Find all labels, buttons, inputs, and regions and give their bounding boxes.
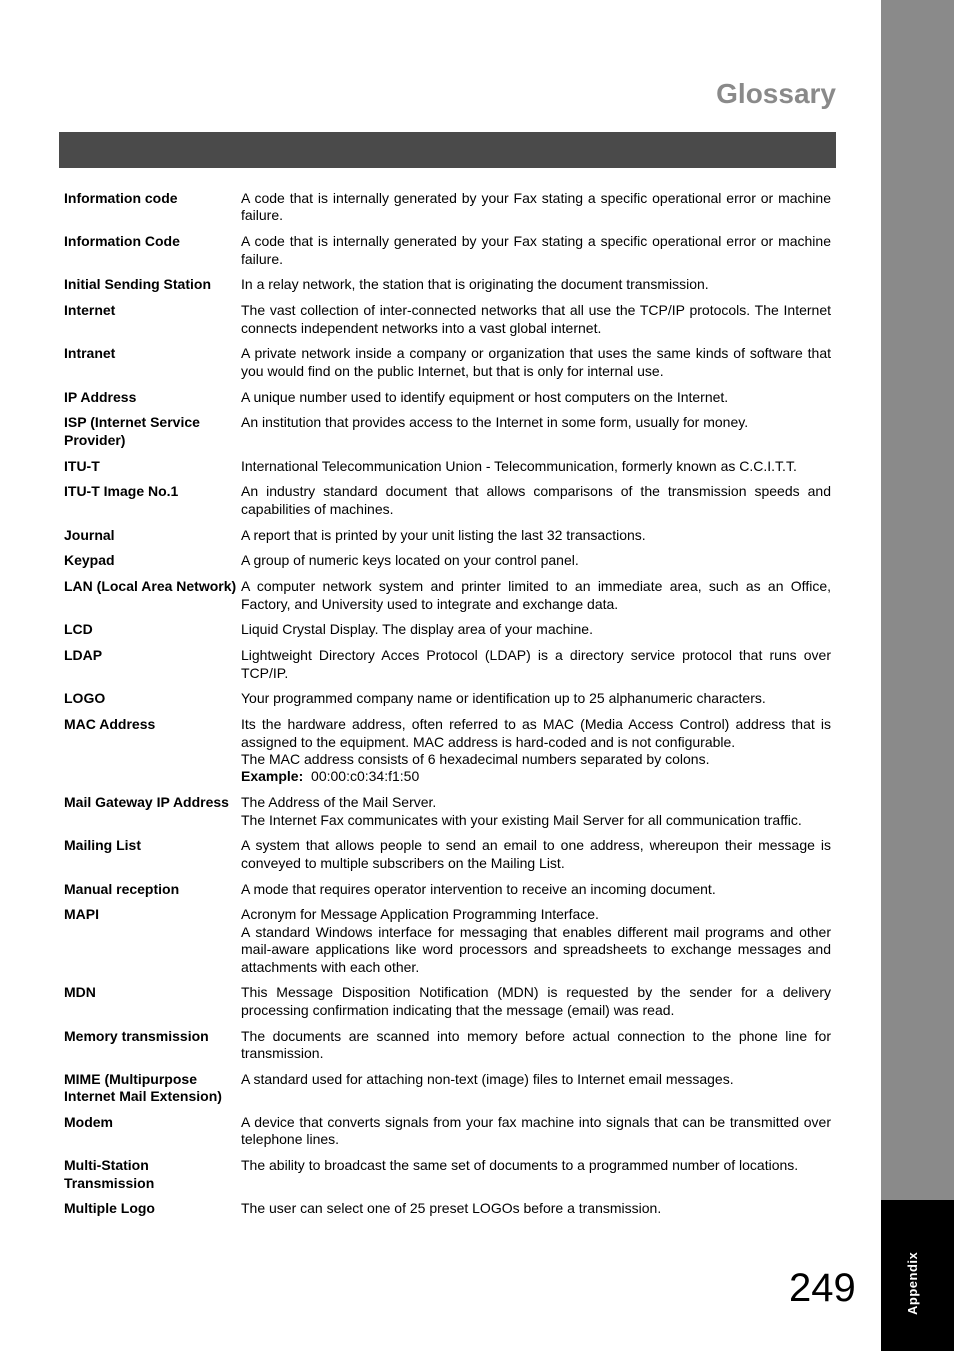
definition-line: Your programmed company name or identification up to 25 alphanumeric characters. xyxy=(241,690,766,707)
glossary-definition xyxy=(241,906,831,976)
glossary-term: MDN xyxy=(64,984,96,1001)
glossary-definition xyxy=(241,984,831,1019)
glossary-term: Modem xyxy=(64,1114,113,1131)
definition-line: The documents are scanned into memory before actual connection to the phone line for transmission. xyxy=(241,1027,831,1062)
glossary-entry xyxy=(64,276,831,293)
definition-line: The Address of the Mail Server. xyxy=(241,794,437,811)
glossary-definition xyxy=(241,302,831,337)
glossary-definition xyxy=(241,345,831,380)
glossary-definition xyxy=(241,1028,831,1063)
example-value: 00:00:c0:34:f1:50 xyxy=(311,768,420,785)
page-number: 249 xyxy=(789,1266,856,1310)
glossary-definition xyxy=(241,621,831,638)
definition-line: The vast collection of inter-connected networks that all use the TCP/IP protocols. The Internet connects independent networks into a vast global internet. xyxy=(241,302,831,336)
glossary-entry xyxy=(64,837,831,872)
glossary-term: LAN (Local Area Network) xyxy=(64,578,237,595)
glossary-definition xyxy=(241,647,831,682)
glossary-definition xyxy=(241,389,831,406)
glossary-definition xyxy=(241,1071,831,1106)
glossary-term: Mailing List xyxy=(64,837,141,854)
glossary-entry xyxy=(64,881,831,898)
definition-line: A system that allows people to send an email to one address, whereupon their message is conveyed to multiple subscribers on the Mailing List. xyxy=(241,837,831,871)
glossary-entry xyxy=(64,647,831,682)
definition-line: The user can select one of 25 preset LOGOs before a transmission. xyxy=(241,1200,662,1217)
glossary-entry xyxy=(64,527,831,544)
glossary-term: Keypad xyxy=(64,552,115,569)
glossary-entry xyxy=(64,458,831,475)
glossary-entry xyxy=(64,621,831,638)
header-bar xyxy=(59,132,836,168)
glossary-entry xyxy=(64,389,831,406)
section-tab-bar xyxy=(881,0,954,1200)
definition-line: A group of numeric keys located on your control panel. xyxy=(241,552,579,569)
glossary-term: ITU-T xyxy=(64,457,100,474)
glossary-definition xyxy=(241,1200,831,1217)
glossary-entry xyxy=(64,716,831,786)
glossary-definition xyxy=(241,881,831,898)
glossary-term: ISP (Internet Service Provider) xyxy=(64,414,200,448)
page-title: Glossary xyxy=(716,78,836,109)
glossary-term: Memory transmission xyxy=(64,1027,209,1044)
glossary-term: Manual reception xyxy=(64,880,180,897)
glossary-entry xyxy=(64,552,831,569)
definition-line: A standard used for attaching non-text (image) files to Internet email messages. xyxy=(241,1070,734,1087)
definition-line: Lightweight Directory Acces Protocol (LDAP) is a directory service protocol that runs over TCP/IP. xyxy=(241,647,831,681)
definition-line: A mode that requires operator intervention to receive an incoming document. xyxy=(241,880,716,897)
glossary-definition xyxy=(241,276,831,293)
glossary-definition xyxy=(241,716,831,786)
glossary-term: Internet xyxy=(64,302,116,319)
glossary-term: ITU-T Image No.1 xyxy=(64,483,179,500)
glossary-entry xyxy=(64,690,831,707)
definition-line: Acronym for Message Application Programming Interface. xyxy=(241,906,599,923)
glossary-entry xyxy=(64,190,831,225)
glossary-entry xyxy=(64,345,831,380)
definition-line: An institution that provides access to the Internet in some form, usually for money. xyxy=(241,414,749,431)
glossary-entry xyxy=(64,233,831,268)
glossary-definition xyxy=(241,483,831,518)
glossary-term: Initial Sending Station xyxy=(64,276,211,293)
glossary-entry xyxy=(64,414,831,449)
definition-line: A unique number used to identify equipment or host computers on the Internet. xyxy=(241,388,729,405)
definition-line: The Internet Fax communicates with your existing Mail Server for all communication traffic. xyxy=(241,811,802,828)
glossary-term: Intranet xyxy=(64,345,116,362)
glossary-term: Information Code xyxy=(64,233,180,250)
glossary-definition xyxy=(241,578,831,613)
glossary-term: Information code xyxy=(64,190,178,206)
glossary-term: MIME (Multipurpose Internet Mail Extension) xyxy=(64,1070,222,1105)
example-label: Example: xyxy=(241,768,304,785)
glossary-definition xyxy=(241,794,831,829)
glossary-entry xyxy=(64,302,831,337)
glossary-definition xyxy=(241,233,831,268)
glossary-definition xyxy=(241,414,831,449)
glossary-term: MAC Address xyxy=(64,716,156,733)
glossary-definition xyxy=(241,1157,831,1192)
glossary-entry xyxy=(64,1071,831,1106)
section-tab-label: Appendix xyxy=(905,1251,920,1315)
definition-line: The MAC address consists of 6 hexadecimal numbers separated by colons. xyxy=(241,751,710,768)
definition-line: A code that is internally generated by your Fax stating a specific operational error or machine failure. xyxy=(241,233,831,267)
glossary-definition xyxy=(241,552,831,569)
definition-line: In a relay network, the station that is originating the document transmission. xyxy=(241,276,709,293)
glossary-entry xyxy=(64,984,831,1019)
definition-line: The ability to broadcast the same set of documents to a programmed number of locations. xyxy=(241,1157,799,1174)
glossary-term: LCD xyxy=(64,621,93,638)
definition-line: An industry standard document that allows comparisons of the transmission speeds and capabilities of machines. xyxy=(241,483,831,517)
glossary-entry xyxy=(64,1114,831,1149)
glossary-entry xyxy=(64,578,831,613)
example-line xyxy=(241,768,831,785)
glossary-definition xyxy=(241,837,831,872)
glossary-entry xyxy=(64,483,831,518)
definition-line: A standard Windows interface for messaging that enables different mail programs and other mail-aware applications like word processors and spreadsheets to exchange messages and attachments with each other. xyxy=(241,923,831,975)
glossary-term: Mail Gateway IP Address xyxy=(64,794,229,811)
glossary-entry xyxy=(64,1028,831,1063)
glossary-term: Multi-Station Transmission xyxy=(64,1157,155,1191)
glossary-definition xyxy=(241,527,831,544)
glossary-term: IP Address xyxy=(64,388,137,405)
glossary-term: Journal xyxy=(64,526,115,543)
definition-line: A code that is internally generated by your Fax stating a specific operational error or machine failure. xyxy=(241,190,831,224)
glossary-definition xyxy=(241,1114,831,1149)
definition-line: A private network inside a company or organization that uses the same kinds of software that you would find on the public Internet, but that is only for internal use. xyxy=(241,345,831,379)
definition-line: International Telecommunication Union - Telecommunication, formerly known as C.C.I.T.T. xyxy=(241,457,797,474)
glossary-term: LOGO xyxy=(64,690,106,707)
glossary-definition xyxy=(241,690,831,707)
definition-line: Liquid Crystal Display. The display area of your machine. xyxy=(241,621,593,638)
definition-line: A report that is printed by your unit listing the last 32 transactions. xyxy=(241,526,646,543)
definition-line: This Message Disposition Notification (MDN) is requested by the sender for a delivery processing confirmation indicating that the message (email) was read. xyxy=(241,984,831,1018)
glossary-entry xyxy=(64,794,831,829)
definition-line: Its the hardware address, often referred to as MAC (Media Access Control) address that is assigned to the equipment. MAC address is hard-coded and is not configurable. xyxy=(241,716,831,750)
definition-line: A computer network system and printer limited to an immediate area, such as an Office, Factory, and University used to integrate and exchange data. xyxy=(241,578,831,612)
glossary-term: LDAP xyxy=(64,647,103,664)
glossary-entry xyxy=(64,1200,831,1217)
glossary-entry xyxy=(64,1157,831,1192)
glossary-entry xyxy=(64,906,831,976)
glossary-list xyxy=(64,190,831,1226)
glossary-definition xyxy=(241,190,831,225)
glossary-definition xyxy=(241,458,831,475)
definition-line: A device that converts signals from your fax machine into signals that can be transmitted over telephone lines. xyxy=(241,1114,831,1148)
glossary-term: Multiple Logo xyxy=(64,1200,155,1217)
glossary-term: MAPI xyxy=(64,906,99,923)
